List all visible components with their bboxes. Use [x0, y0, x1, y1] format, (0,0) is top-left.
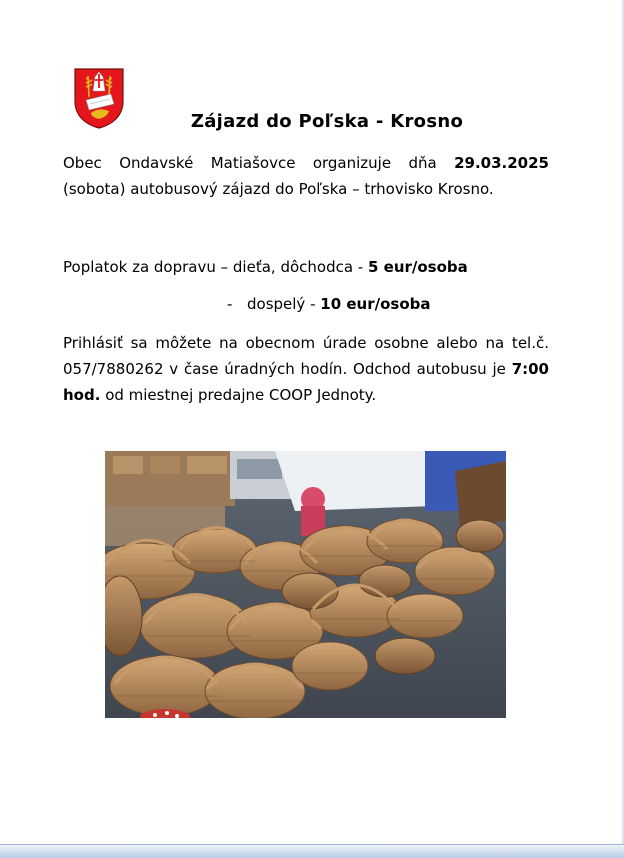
fee-child-senior-price: 5 eur/osoba	[367, 258, 468, 276]
fee-child-senior-label: Poplatok za dopravu – dieťa, dôchodca -	[63, 258, 368, 276]
signup-paragraph	[63, 330, 549, 408]
intro-paragraph	[63, 150, 549, 202]
fee-adult-price: 10 eur/osoba	[320, 295, 431, 313]
baskets-photo-icon	[105, 451, 506, 718]
departure-time: 7:00 hod.	[63, 360, 549, 404]
signup-text-before-time: Prihlásiť sa môžete na obecnom úrade osobne alebo na tel.č. 057/7880262 v čase úradných hodín. Odchod autobusu je	[63, 334, 549, 378]
status-bar	[0, 844, 624, 858]
fee-adult-dash: -	[227, 295, 233, 313]
fee-line-child-senior	[63, 254, 468, 280]
page-title: Zájazd do Poľska - Krosno	[190, 111, 464, 132]
wicker-baskets-photo	[105, 451, 506, 718]
intro-text-after-date: (sobota) autobusový zájazd do Poľska – trhovisko Krosno.	[63, 180, 494, 198]
fee-adult-label: dospelý -	[247, 295, 321, 313]
trip-date: 29.03.2025	[454, 154, 549, 172]
intro-text-before-date: Obec Ondavské Matiašovce organizuje dňa	[63, 154, 455, 172]
fee-line-adult	[227, 291, 431, 317]
signup-text-after-time: od miestnej predajne COOP Jednoty.	[100, 386, 377, 404]
